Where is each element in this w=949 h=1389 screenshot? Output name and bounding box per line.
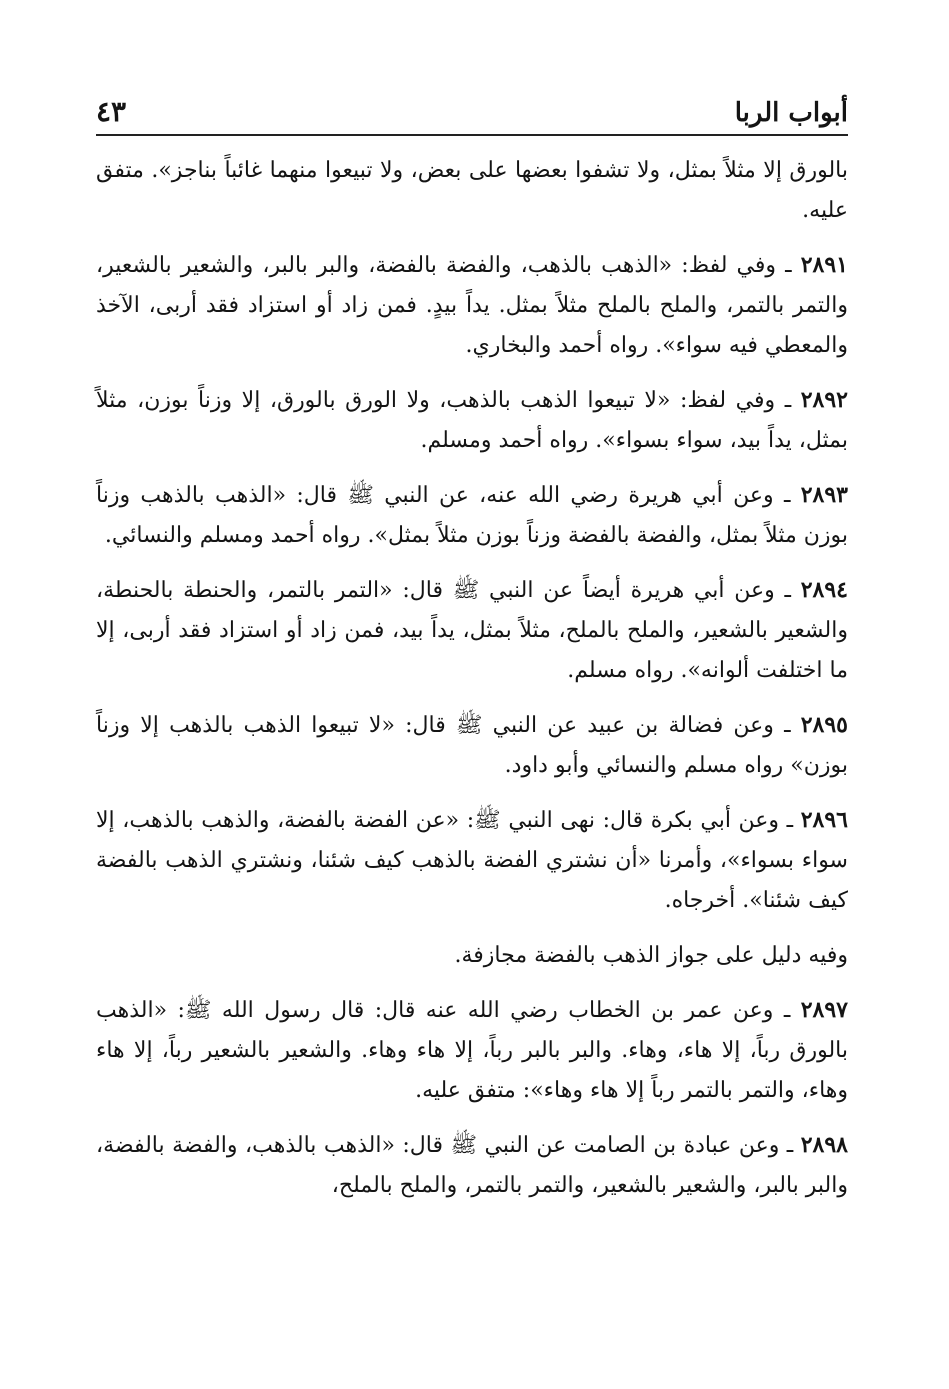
hadith-text: ـ وعن أبي هريرة رضي الله عنه، عن النبي ﷺ قال: «الذهب بالذهب وزناً بوزن مثلاً بمثل، والفضة بالفضة وزناً بوزن مثلاً بمثل». رواه أحمد ومسلم والنسائي. — [96, 483, 848, 548]
paragraph-continuation — [96, 150, 848, 231]
hadith-2895 — [96, 705, 848, 786]
hadith-number: ٢٨٩٨ — [800, 1132, 848, 1158]
hadith-text: ـ وعن أبي هريرة أيضاً عن النبي ﷺ قال: «التمر بالتمر، والحنطة بالحنطة، والشعير بالشعير، والملح بالملح، مثلاً بمثل، يداً بيد، فمن زاد أو استزاد فقد أربى، إلا ما اختلفت ألوانه». رواه مسلم. — [96, 578, 848, 683]
hadith-text: ـ وفي لفظ: «الذهب بالذهب، والفضة بالفضة، والبر بالبر، والشعير بالشعير، والتمر بالتمر، والملح بالملح مثلاً بمثل. يداً بيدٍ. فمن زاد أو استزاد فقد أربى، الآخذ والمعطي فيه سواء». رواه أحمد والبخاري. — [96, 253, 848, 358]
hadith-text: ـ وعن أبي بكرة قال: نهى النبي ﷺ: «عن الفضة بالفضة، والذهب بالذهب، إلا سواء بسواء»، وأمرنا «أن نشتري الفضة بالذهب كيف شئنا، ونشتري الذهب بالفضة كيف شئنا». أخرجاه. — [96, 808, 848, 913]
book-page — [96, 70, 848, 1220]
hadith-2892 — [96, 380, 848, 461]
chapter-title: أبواب الربا — [734, 98, 848, 128]
page-number: ٤٣ — [96, 95, 127, 128]
hadith-number: ٢٨٩٣ — [800, 482, 848, 508]
paragraph-text: بالورق إلا مثلاً بمثل، ولا تشفوا بعضها على بعض، ولا تبيعوا منهما غائباً بناجز». متفق عليه. — [96, 158, 848, 223]
hadith-text: ـ وعن عمر بن الخطاب رضي الله عنه قال: قال رسول الله ﷺ: «الذهب بالورق رباً، إلا هاء، وهاء. والبر بالبر رباً، إلا هاء وهاء. والشعير بالشعير رباً، إلا هاء وهاء، والتمر بالتمر رباً إلا هاء وهاء»: متفق عليه. — [96, 998, 848, 1103]
hadith-text: ـ وعن عبادة بن الصامت عن النبي ﷺ قال: «الذهب بالذهب، والفضة بالفضة، والبر بالبر، والشعير بالشعير، والتمر بالتمر، والملح بالملح، — [96, 1133, 848, 1198]
hadith-2897 — [96, 990, 848, 1111]
hadith-number: ٢٨٩٦ — [800, 807, 848, 833]
hadith-2896 — [96, 800, 848, 921]
page-body — [96, 150, 848, 1206]
commentary-note — [96, 935, 848, 976]
hadith-number: ٢٨٩٥ — [800, 712, 848, 738]
hadith-2893 — [96, 475, 848, 556]
hadith-number: ٢٨٩٤ — [800, 577, 848, 603]
hadith-number: ٢٨٩٢ — [800, 387, 848, 413]
header-rule — [96, 134, 848, 136]
hadith-text: ـ وعن فضالة بن عبيد عن النبي ﷺ قال: «لا تبيعوا الذهب بالذهب إلا وزناً بوزن» رواه مسلم والنسائي وأبو داود. — [96, 713, 848, 778]
note-text: وفيه دليل على جواز الذهب بالفضة مجازفة. — [454, 943, 848, 968]
running-header — [96, 70, 848, 126]
hadith-number: ٢٨٩٧ — [800, 997, 848, 1023]
hadith-text: ـ وفي لفظ: «لا تبيعوا الذهب بالذهب، ولا الورق بالورق، إلا وزناً بوزن، مثلاً بمثل، يداً بيد، سواء بسواء». رواه أحمد ومسلم. — [96, 388, 848, 453]
hadith-2894 — [96, 570, 848, 691]
hadith-2891 — [96, 245, 848, 366]
hadith-number: ٢٨٩١ — [800, 252, 848, 278]
hadith-2898 — [96, 1125, 848, 1206]
